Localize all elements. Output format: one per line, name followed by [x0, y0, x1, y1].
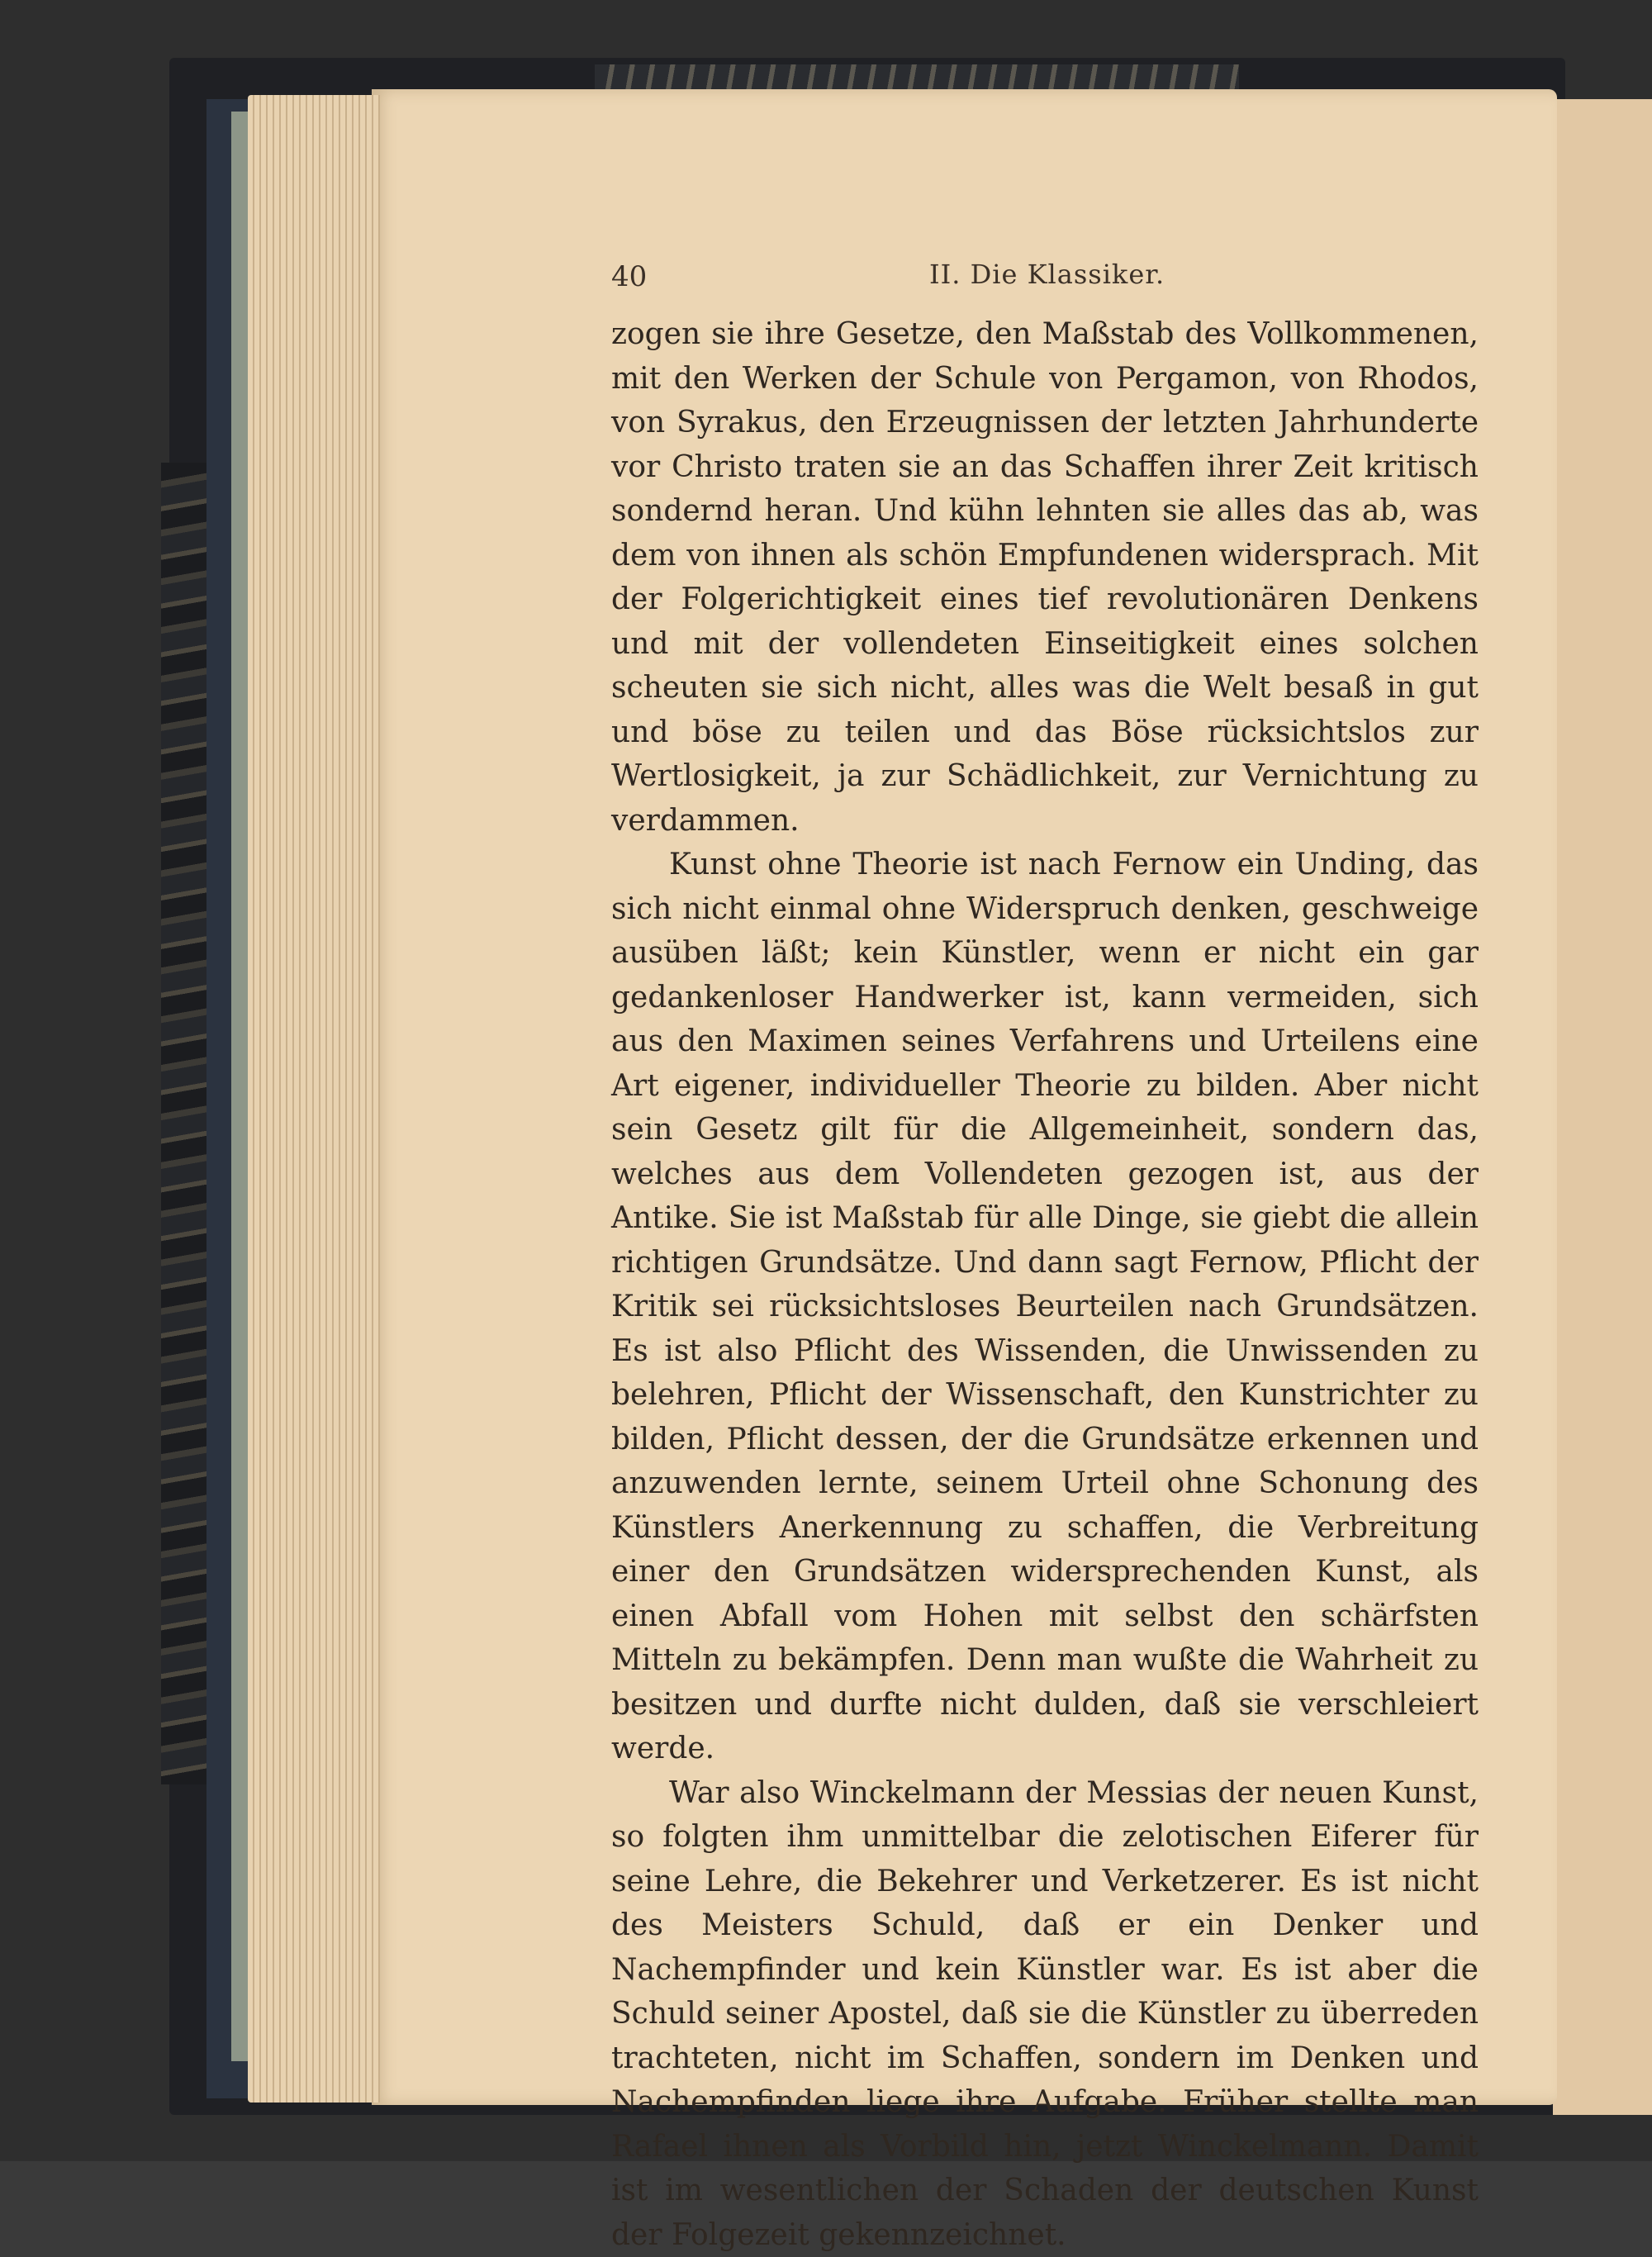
paragraph-2: Kunst ohne Theorie ist nach Fernow ein Unding, das sich nicht einmal ohne Widerspruch denken, geschweige ausüben läßt; kein Künstler, wenn er nicht ein gar gedankenloser Handwerker ist, kann vermeiden, sich aus den Maximen seines Verfahrens und Urteilens eine Art eigener, individueller Theorie zu bilden. Aber nicht sein Gesetz gilt für die Allgemeinheit, sondern das, welches aus dem Vollendeten gezogen ist, aus der Antike. Sie ist Maßstab für alle Dinge, sie giebt die allein richtigen Grundsätze. Und dann sagt Fernow, Pflicht der Kritik sei rücksichtsloses Beurteilen nach Grundsätzen. Es ist also Pflicht des Wissenden, die Unwissenden zu belehren, Pflicht der Wissenschaft, den Kunstrichter zu bilden, Pflicht dessen, der die Grundsätze erkennen und anzuwenden lernte, seinem Urteil ohne Schonung des Künstlers Anerkennung zu schaffen, die Verbreitung einer den Grundsätzen widersprechenden Kunst, als einen Abfall vom Hohen mit selbst den schärfsten Mitteln zu bekämpfen. Denn man wußte die Wahrheit zu besitzen und durfte nicht dulden, daß sie verschleiert werde. [611, 843, 1479, 1771]
paragraph-1: zogen sie ihre Gesetze, den Maßstab des Vollkommenen, mit den Werken der Schule von Pergamon, von Rhodos, von Syrakus, den Erzeugnissen der letzten Jahrhunderte vor Christo traten sie an das Schaffen ihrer Zeit kritisch sondernd heran. Und kühn lehnten sie alles das ab, was dem von ihnen als schön Empfundenen widersprach. Mit der Folgerichtigkeit eines tief revolutionären Denkens und mit der vollendeten Einseitigkeit eines solchen scheuten sie sich nicht, alles was die Welt besaß in gut und böse zu teilen und das Böse rücksichtslos zur Wertlosigkeit, ja zur Schädlichkeit, zur Vernichtung zu verdammen. [611, 312, 1479, 843]
body-text [611, 312, 1479, 2257]
running-head: II. Die Klassiker. [929, 259, 1165, 290]
page-header [611, 252, 1479, 302]
page-stack-edges [248, 95, 380, 2103]
facing-page-edge [1553, 99, 1652, 2115]
paragraph-3: War also Winckelmann der Messias der neuen Kunst, so folgten ihm unmittelbar die zelotischen Eiferer für seine Lehre, die Bekehrer und Verketzerer. Es ist nicht des Meisters Schuld, daß er ein Denker und Nachempfinder und kein Künstler war. Es ist aber die Schuld seiner Apostel, daß sie die Künstler zu überreden trachteten, nicht im Schaffen, sondern im Denken und Nachempfinden liege ihre Aufgabe. Früher stellte man Rafael ihnen als Vorbild hin, jetzt Winckelmann. Damit ist im wesentlichen der Schaden der deutschen Kunst der Folgezeit gekennzeichnet. [611, 1771, 1479, 2257]
page-number: 40 [611, 260, 647, 293]
